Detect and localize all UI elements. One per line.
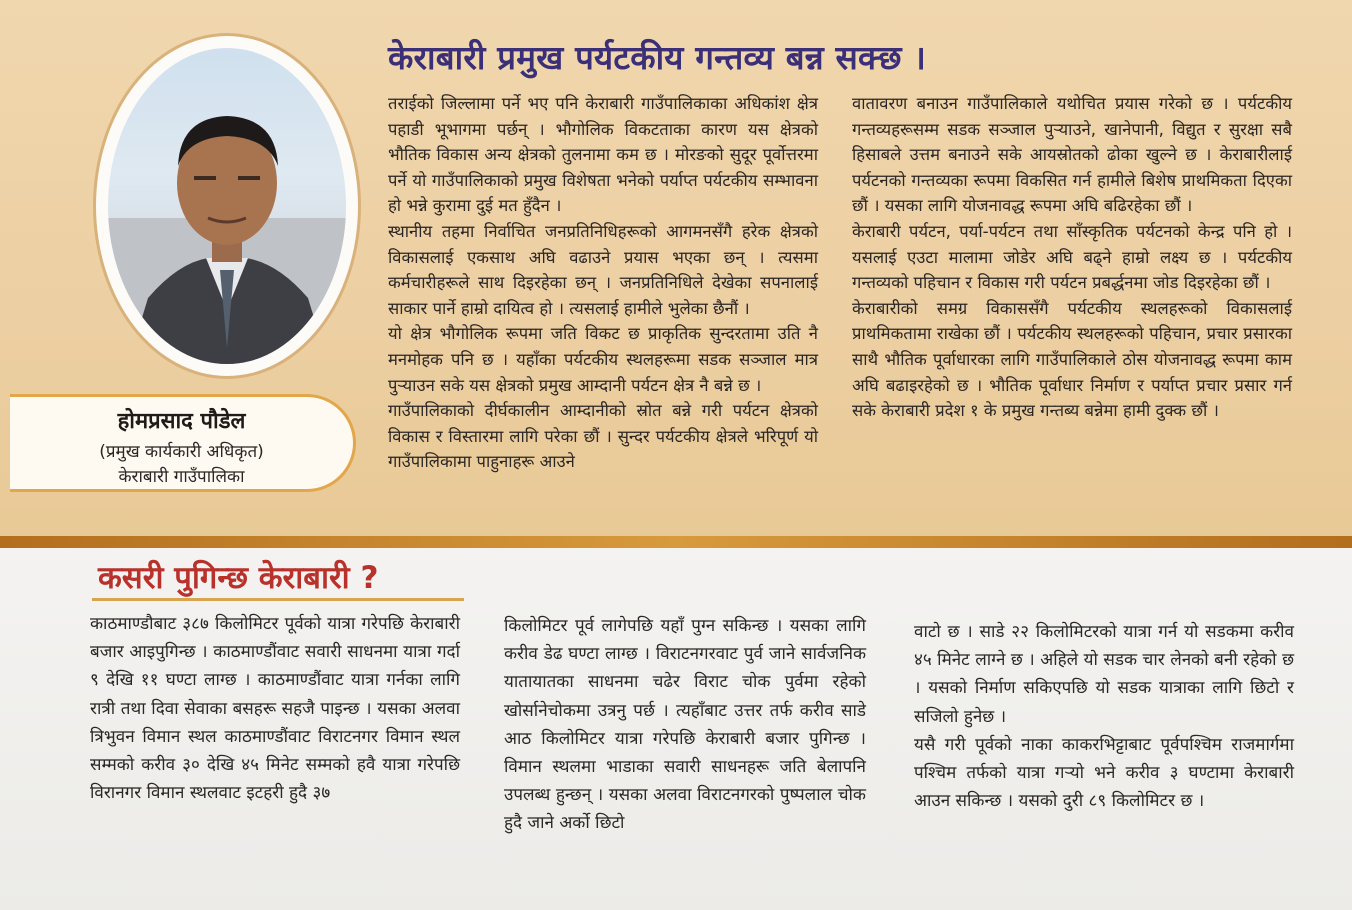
person-role: (प्रमुख कार्यकारी अधिकृत) <box>99 442 264 462</box>
nameplate <box>10 394 356 492</box>
article-paragraph: गाउँपालिकाको दीर्घकालीन आम्दानीको स्रोत बन्ने गरी पर्यटन क्षेत्रको विकास र विस्तारमा लागि परेका छौं । सुन्दर पर्यटकीय क्षेत्रले भरिपूर्ण यो गाउँपालिकामा पाहुनाहरू आउने <box>388 401 818 472</box>
travel-heading: कसरी पुगिन्छ केराबारी ? <box>98 560 379 596</box>
travel-paragraph: वाटो छ । साडे २२ किलोमिटरको यात्रा गर्न यो सडकमा करीव ४५ मिनेट लाग्ने छ । अहिले यो सडक चार लेनको बनी रहेको छ । यसको निर्माण सकिएपछि यो सडक यात्राका लागि छिटो र सजिलो हुनेछ । <box>914 622 1294 727</box>
article-paragraph: वातावरण बनाउन गाउँपालिकाले यथोचित प्रयास गरेको छ । पर्यटकीय गन्तव्यहरूसम्म सडक सञ्जाल पुऱ्याउने, खानेपानी, विद्युत र सुरक्षा सबै हिसाबले उत्तम बनाउने सके आयस्रोतको ढोका खुल्ने छ । केराबारीलाई पर्यटनको गन्तव्यका रूपमा विकसित गर्न हामीले बिशेष प्राथमिकता दिएका छौं । यसका लागि योजनावद्ध रूपमा अघि बढिरहेका छौं । <box>852 94 1292 216</box>
person-organization: केराबारी गाउँपालिका <box>118 467 245 487</box>
travel-column-2 <box>504 612 866 838</box>
portrait-illustration <box>108 48 346 364</box>
heading-underline <box>92 598 464 601</box>
travel-paragraph: किलोमिटर पूर्व लागेपछि यहाँ पुग्न सकिन्छ । यसका लागि करीव डेढ घण्टा लाग्छ । विराटनगरवाट पुर्व जाने सार्वजनिक यातायातका साधनमा चढेर विराट चोक पुर्वमा रहेको खोर्सानेचोकमा उत्रनु पर्छ । त्यहाँबाट उत्तर तर्फ करीव साडे आठ किलोमिटर यात्रा गरेपछि केराबारी बजार पुगिन्छ । विमान स्थलमा भाडाका सवारी साधनहरू जति बेलापनि उपलब्ध हुन्छन् । यसका अलवा विराटनगरको पुष्पलाल चोक हुदै जाने अर्को छिटो <box>504 616 866 834</box>
article-paragraph: यो क्षेत्र भौगोलिक रूपमा जति विकट छ प्राकृतिक सुन्दरतामा उति नै मनमोहक पनि छ । यहाँका पर्यटकीय स्थलहरूमा सडक सञ्जाल मात्र पुऱ्याउन सके यस क्षेत्रको प्रमुख आम्दानी पर्यटन क्षेत्र नै बन्ने छ । <box>388 324 818 395</box>
person-name: होमप्रसाद पौडेल <box>117 409 246 434</box>
article-paragraph: केराबारीको समग्र विकाससँगै पर्यटकीय स्थलहरूको विकासलाई प्राथमिकतामा राखेका छौं । पर्यटकीय स्थलहरूको पहिचान, प्रचार प्रसारका साथै भौतिक पूर्वाधारका लागि गाउँपालिकाले ठोस योजनावद्ध रूपमा काम अघि बढाइरहेको छ । भौतिक पूर्वाधार निर्माण र पर्याप्त प्रचार प्रसार गर्न सके केराबारी प्रदेश १ के प्रमुख गन्तब्य बन्नेमा हामी दुक्क छौं । <box>852 298 1292 421</box>
article-column-1 <box>388 91 818 475</box>
article-paragraph: केराबारी पर्यटन, पर्या-पर्यटन तथा साँस्कृतिक पर्यटनको केन्द्र पनि हो । यसलाई एउटा मालामा जोडेर अघि बढ्ने हाम्रो लक्ष्य छ । पर्यटकीय गन्तव्यको पहिचान र विकास गरी पर्यटन प्रबर्द्धनमा जोड दिइरहेका छौं । <box>852 221 1292 293</box>
section-divider <box>0 536 1352 548</box>
portrait-photo <box>108 48 346 364</box>
article-paragraph: स्थानीय तहमा निर्वाचित जनप्रतिनिधिहरूको आगमनसँगै हरेक क्षेत्रको विकासलाई एकसाथ अघि वढाउने प्रयास भएका छन् । त्यसमा कर्मचारीहरूले साथ दिइरहेका छन् । जनप्रतिनिधिले देखेका सपनालाई साकार पार्ने हाम्रो दायित्व हो । त्यसलाई हामीले भुलेका छैनौं । <box>388 221 818 318</box>
travel-paragraph: यसै गरी पूर्वको नाका काकरभिट्टाबाट पूर्वपश्चिम राजमार्गमा पश्चिम तर्फको यात्रा गऱ्यो भने करीव ३ घण्टामा केराबारी आउन सकिन्छ । यसको दुरी ८९ किलोमिटर छ । <box>914 734 1294 812</box>
travel-column-3 <box>914 618 1294 815</box>
travel-column-1 <box>90 610 460 807</box>
article-paragraph: तराईको जिल्लामा पर्ने भए पनि केराबारी गाउँपालिकाका अधिकांश क्षेत्र पहाडी भूभागमा पर्छन् । भौगोलिक विकटताका कारण यस क्षेत्रको भौतिक विकास अन्य क्षेत्रको तुलनामा कम छ । मोरङको सुदूर पूर्वोत्तरमा पर्ने यो गाउँपालिकाको प्रमुख विशेषता भनेको पर्याप्त पर्यटकीय सम्भावना हो भन्ने कुरामा दुई मत हुँदैन । <box>388 94 818 216</box>
article-column-2 <box>852 91 1292 424</box>
article-headline: केराबारी प्रमुख पर्यटकीय गन्तव्य बन्न सक्छ । <box>388 38 927 77</box>
travel-paragraph: काठमाण्डौबाट ३८७ किलोमिटर पूर्वको यात्रा गरेपछि केराबारी बजार आइपुगिन्छ । काठमाण्डौंवाट सवारी साधनमा यात्रा गर्दा ९ देखि ११ घण्टा लाग्छ । काठमाण्डौंवाट यात्रा गर्नका लागि रात्री तथा दिवा सेवाका बसहरू सहजै पाइन्छ । यसका अलवा त्रिभुवन विमान स्थल काठमाण्डौंवाट विराटनगर विमान स्थल सम्मको करीव ३० देखि ४५ मिनेट सम्मको हवै यात्रा गरेपछि विरानगर विमान स्थलवाट इटहरी हुदै ३७ <box>90 614 460 804</box>
